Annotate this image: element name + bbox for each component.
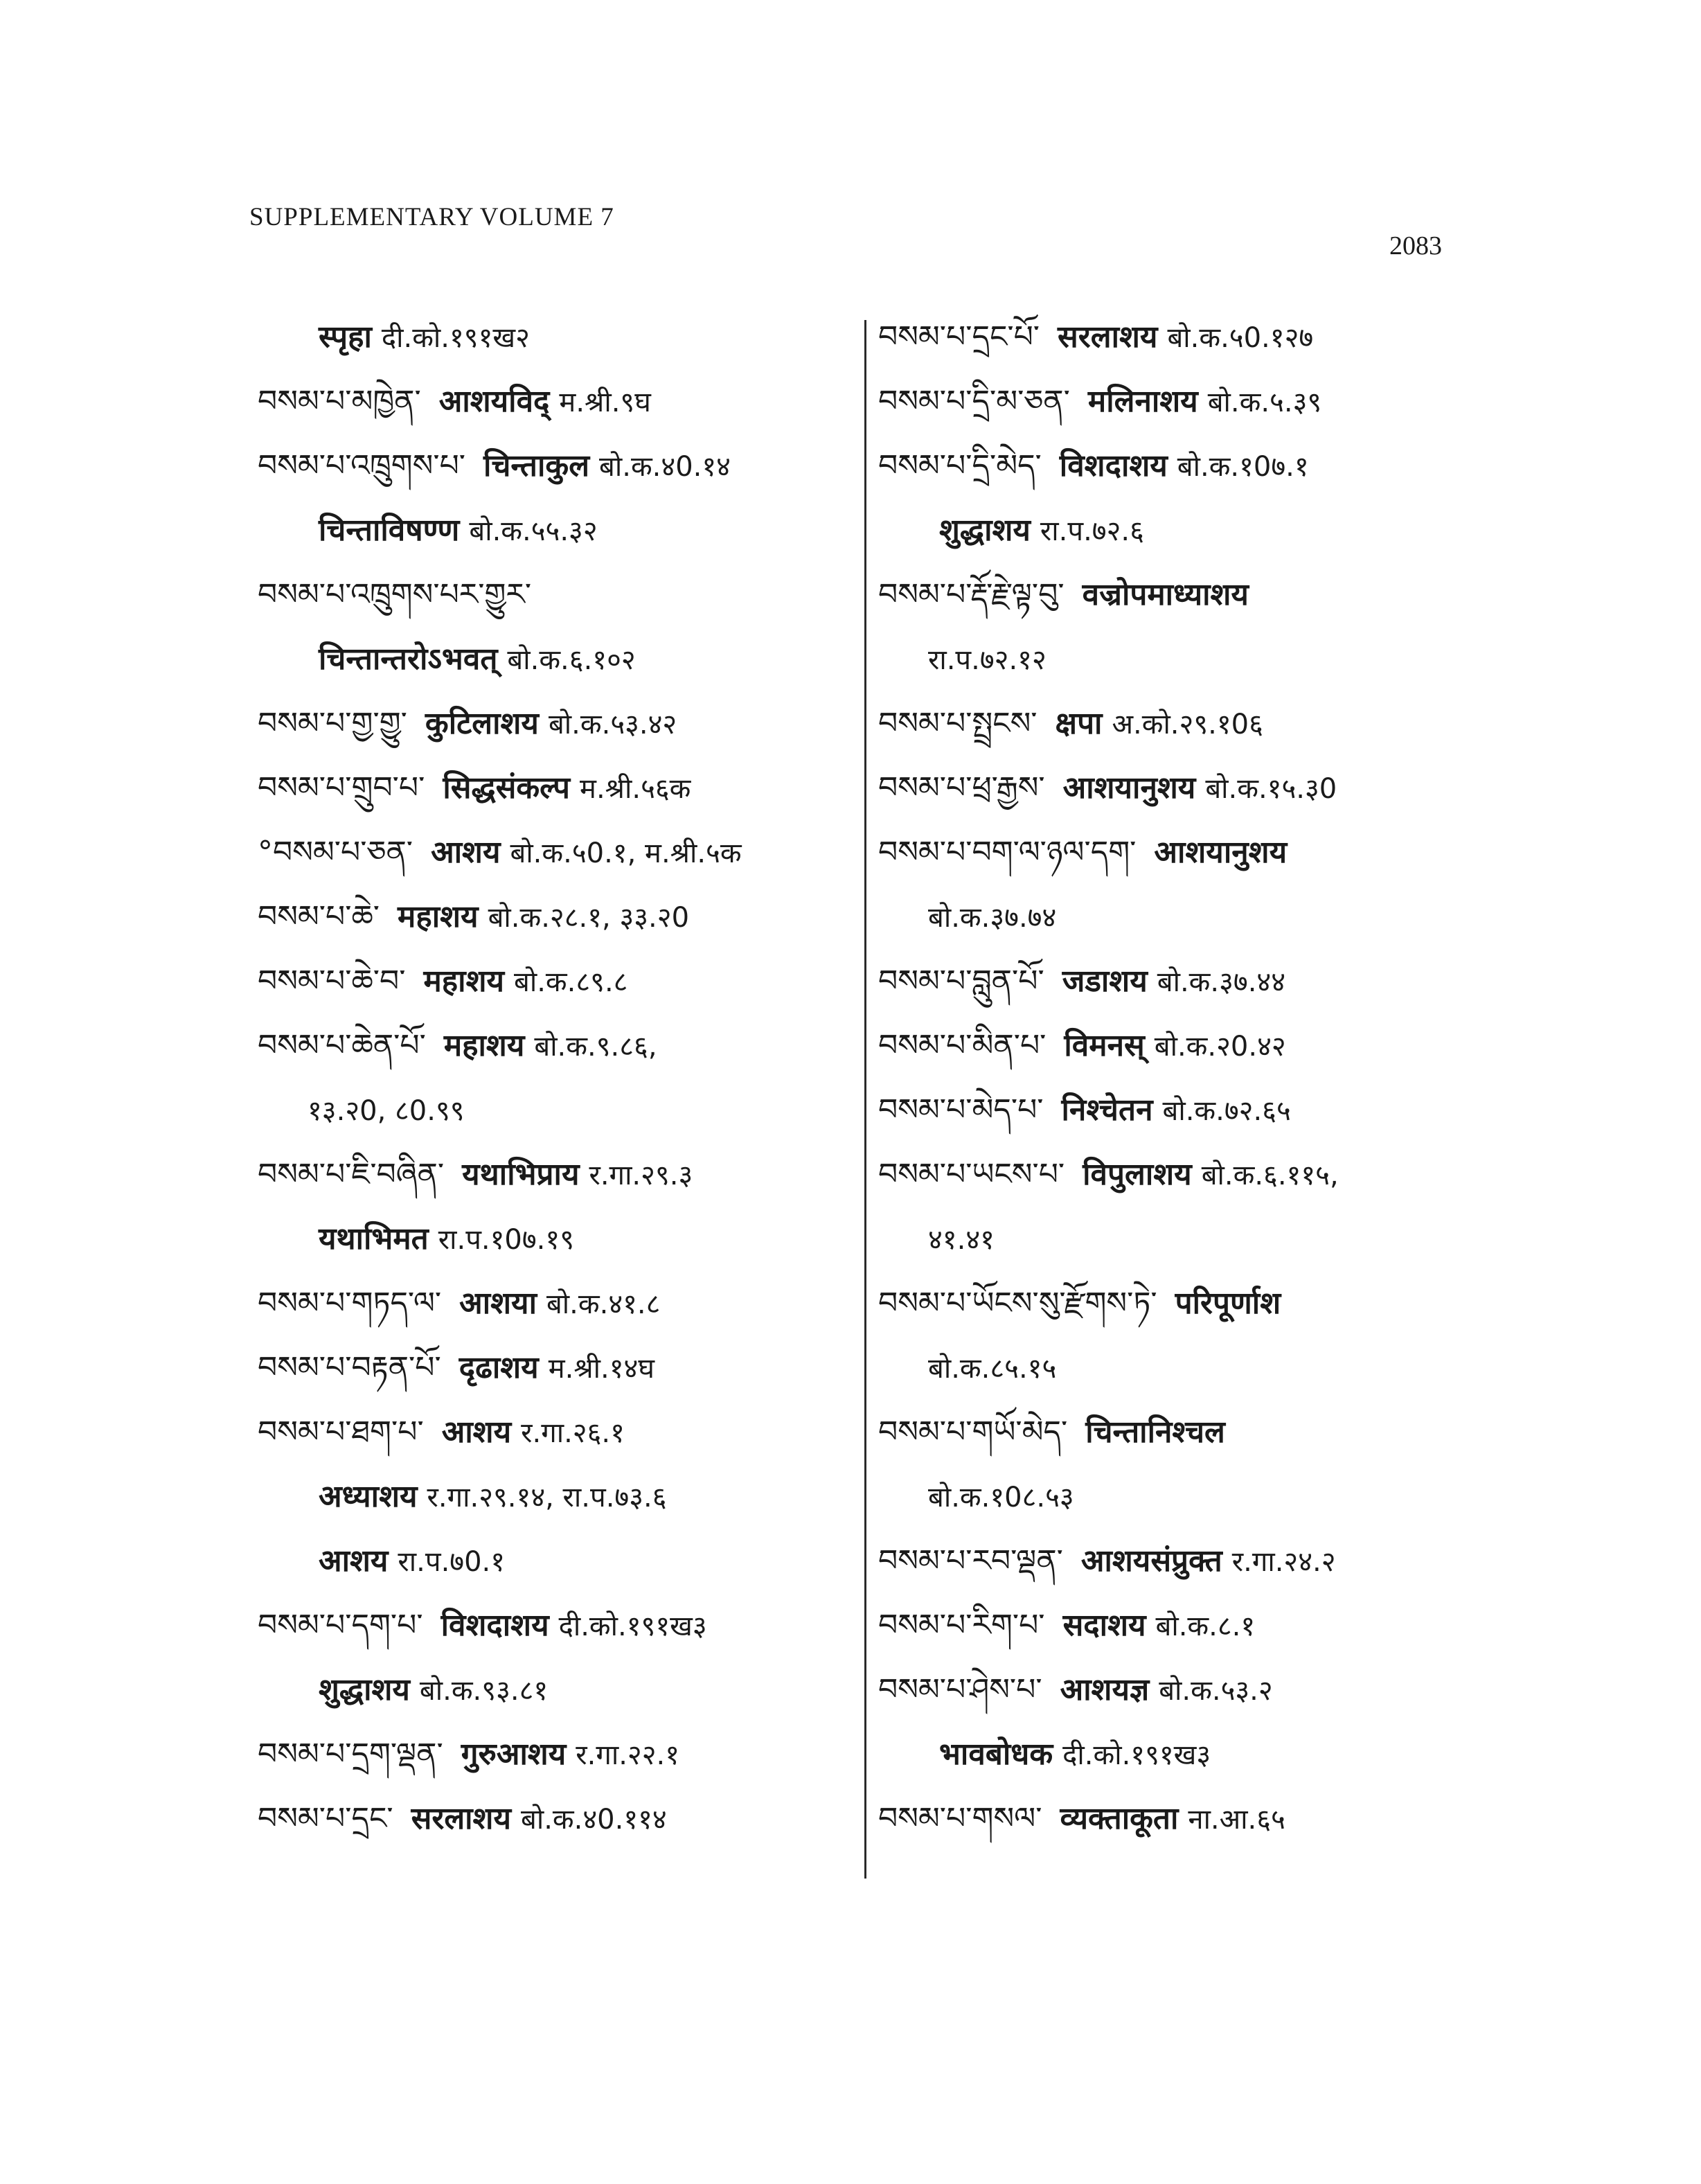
sanskrit-term: दृढाशय (458, 1350, 539, 1385)
dictionary-line (878, 1722, 1502, 1786)
tibetan-term: བསམ་པ་དྲང་ (258, 1801, 393, 1836)
sanskrit-term: व्यक्ताकूता (1060, 1801, 1179, 1836)
dictionary-line (878, 1464, 1502, 1529)
source-reference: बो.क.५0.१, म.श्री.५क (510, 837, 742, 869)
sanskrit-term: निश्चेतन (1061, 1092, 1153, 1128)
dictionary-line (878, 369, 1502, 434)
dictionary-line (878, 498, 1502, 562)
dictionary-line (878, 1658, 1502, 1722)
dictionary-line (258, 434, 853, 498)
dictionary-line (258, 691, 853, 756)
page-number: 2083 (1389, 231, 1442, 260)
tibetan-term: བསམ་པ་དྲང་པོ་ (878, 319, 1040, 355)
source-reference: बो.क.१५.३0 (1205, 773, 1337, 805)
sanskrit-term: विशदाशय (440, 1608, 549, 1643)
sanskrit-term: विपुलाशय (1083, 1157, 1192, 1192)
tibetan-term: བསམ་པ་སྤྲངས་ (878, 706, 1037, 741)
dictionary-line (258, 305, 853, 369)
tibetan-term: བསམ་པ་འཁྲུགས་པར་གྱུར་ (258, 577, 532, 612)
dictionary-line (258, 498, 853, 562)
source-reference: बो.क.६.११५, (1201, 1160, 1339, 1191)
source-reference: रा.प.१0७.१९ (438, 1224, 574, 1256)
dictionary-line (258, 1271, 853, 1335)
source-reference: बो.क.८९.८ (514, 966, 628, 998)
source-reference: बो.क.६.१०२ (507, 644, 636, 676)
source-reference: अ.को.२९.१0६ (1112, 709, 1263, 740)
sanskrit-term: चिन्तानिश्चल (1085, 1414, 1225, 1450)
tibetan-term: བསམ་པ་གྲུབ་པ་ (258, 770, 425, 806)
sanskrit-term: महाशय (398, 899, 479, 934)
tibetan-term: བསམ་པ་མེད་པ་ (878, 1092, 1044, 1128)
sanskrit-term: जडाशय (1062, 964, 1148, 999)
source-reference: बो.क.३७.७४ (928, 902, 1057, 934)
source-reference: रा.प.७२.६ (1040, 515, 1144, 547)
dictionary-line (878, 1142, 1502, 1207)
tibetan-term: བསམ་པ་དྲི་མེད་ (878, 448, 1042, 483)
sanskrit-term: वज्रोपमाध्याशय (1082, 577, 1249, 612)
sanskrit-term: आशयानुशय (1154, 835, 1288, 870)
tibetan-term: བསམ་པ་ཐག་པ་ (258, 1414, 424, 1450)
source-reference: बो.क.८५.१५ (928, 1353, 1057, 1385)
source-reference: र.गा.२४.२ (1231, 1546, 1336, 1578)
tibetan-term: བསམ་པ་ཕྲ་རྒྱས་ (878, 770, 1045, 806)
tibetan-term: བསམ་པ་བླུན་པོ་ (878, 964, 1044, 999)
tibetan-term: བསམ་པ་ཆེ་བ་ (258, 964, 406, 999)
dictionary-line (878, 1529, 1502, 1593)
sanskrit-term: विशदाशय (1059, 448, 1168, 483)
source-reference: १३.२0, ८0.९९ (308, 1095, 465, 1127)
tibetan-term: བསམ་པ་རིག་པ་ (878, 1608, 1045, 1643)
dictionary-line (258, 1207, 853, 1271)
dictionary-line (258, 562, 853, 627)
sanskrit-term: चिन्ताकुल (483, 448, 590, 483)
dictionary-line (878, 305, 1502, 369)
dictionary-line (258, 820, 853, 885)
sanskrit-term: यथाभिप्राय (462, 1157, 580, 1192)
sanskrit-term: आशय (431, 835, 501, 870)
dictionary-line (878, 885, 1502, 949)
dictionary-line (258, 369, 853, 434)
sanskrit-term: सिद्धसंकल्प (443, 770, 571, 806)
source-reference: बो.क.४0.१४ (599, 451, 731, 483)
dictionary-line (258, 1142, 853, 1207)
dictionary-line (258, 1335, 853, 1400)
sanskrit-term: चिन्तान्तरोऽभवत् (319, 641, 498, 677)
tibetan-term: བསམ་པ་ཡོངས་སུ་རྫོགས་ཏེ་ (878, 1286, 1157, 1321)
tibetan-term: བསམ་པ་བརྟན་པོ་ (258, 1350, 441, 1385)
dictionary-line (878, 627, 1502, 691)
dictionary-line (878, 1013, 1502, 1078)
sanskrit-term: आशया (459, 1286, 537, 1321)
running-header: SUPPLEMENTARY VOLUME 7 (249, 203, 614, 231)
dictionary-line (878, 1207, 1502, 1271)
dictionary-line (258, 756, 853, 820)
source-reference: ना.आ.६५ (1188, 1804, 1285, 1836)
dictionary-line (258, 1722, 853, 1786)
sanskrit-term: शुद्धाशय (939, 513, 1031, 548)
sanskrit-term: आशय (319, 1543, 389, 1579)
dictionary-line (878, 562, 1502, 627)
source-reference: दी.को.१९१ख२ (381, 322, 530, 354)
source-reference: बो.क.५३.४२ (548, 709, 677, 740)
sanskrit-term: आशयसंप्रुक्त (1080, 1543, 1222, 1579)
source-reference: बो.क.९.८६, (534, 1031, 657, 1063)
source-reference: बो.क.५.३९ (1207, 387, 1322, 418)
dictionary-line (258, 1013, 853, 1078)
dictionary-line (878, 1786, 1502, 1851)
sanskrit-term: विमनस् (1064, 1028, 1145, 1063)
sanskrit-term: अध्याशय (319, 1479, 418, 1514)
left-column (258, 305, 853, 1851)
sanskrit-term: स्पृहा (319, 319, 372, 355)
source-reference: म.श्री.५६क (580, 773, 691, 805)
sanskrit-term: आशयविद् (438, 384, 550, 419)
sanskrit-term: महाशय (443, 1028, 525, 1063)
source-reference: ४१.४१ (928, 1224, 995, 1256)
sanskrit-term: आशयानुशय (1062, 770, 1196, 806)
dictionary-line (258, 1400, 853, 1464)
dictionary-line (258, 1464, 853, 1529)
source-reference: बो.क.५३.२ (1159, 1675, 1273, 1707)
source-reference: दी.को.१९१ख३ (558, 1610, 707, 1642)
dictionary-line (258, 1786, 853, 1851)
source-reference: बो.क.१0७.१ (1177, 451, 1309, 483)
source-reference: रा.प.७0.१ (398, 1546, 506, 1578)
source-reference: बो.क.५५.३२ (469, 515, 598, 547)
sanskrit-term: यथाभिमत (319, 1221, 429, 1257)
dictionary-line (878, 1078, 1502, 1142)
dictionary-line (878, 820, 1502, 885)
dictionary-line (258, 1529, 853, 1593)
source-reference: बो.क.४१.८ (546, 1288, 661, 1320)
tibetan-term: བསམ་པ་ཡངས་པ་ (878, 1157, 1065, 1192)
source-reference: र.गा.२९.१४, रा.प.७३.६ (427, 1482, 667, 1513)
dictionary-line (878, 756, 1502, 820)
tibetan-term: བསམ་པ་དྲི་མ་ཅན་ (878, 384, 1070, 419)
source-reference: बो.क.१0८.५३ (928, 1482, 1074, 1513)
sanskrit-term: महाशय (423, 964, 505, 999)
tibetan-term: བསམ་པ་གསལ་ (878, 1801, 1042, 1836)
sanskrit-term: शुद्धाशय (319, 1672, 410, 1707)
tibetan-term: བསམ་པ་ཆེན་པོ་ (258, 1028, 426, 1063)
source-reference: म.श्री.९घ (559, 387, 651, 418)
tibetan-term: བསམ་པ་མཁྱེན་ (258, 384, 421, 419)
dictionary-line (878, 691, 1502, 756)
source-reference: र.गा.२९.३ (589, 1160, 693, 1191)
source-reference: बो.क.७२.६५ (1162, 1095, 1291, 1127)
tibetan-term: བསམ་པ་གཡོ་མེད་ (878, 1414, 1068, 1450)
source-reference: बो.क.३७.४४ (1157, 966, 1286, 998)
sanskrit-term: सदाशय (1062, 1608, 1146, 1643)
tibetan-term: བསམ་པ་ཇི་བཞིན་ (258, 1157, 445, 1192)
sanskrit-term: आशय (441, 1414, 512, 1450)
sanskrit-term: कुटिलाशय (425, 706, 539, 741)
dictionary-line (878, 1400, 1502, 1464)
dictionary-line (258, 949, 853, 1013)
tibetan-term: བསམ་པ་རབ་ལྡན་ (878, 1543, 1063, 1579)
tibetan-term: བསམ་པ་རྡོ་རྗེ་ལྟ་བུ་ (878, 577, 1065, 612)
dictionary-line (258, 885, 853, 949)
sanskrit-term: गुरुआशय (461, 1737, 567, 1772)
dictionary-line (878, 1335, 1502, 1400)
tibetan-term: བསམ་པ་ཤེས་པ་ (878, 1672, 1042, 1707)
tibetan-term: བསམ་པ་དག་པ་ (258, 1608, 423, 1643)
tibetan-term: བསམ་པ་ཆེ་ (258, 899, 380, 934)
sanskrit-term: मलिनाशय (1087, 384, 1198, 419)
dictionary-line (878, 1271, 1502, 1335)
column-divider (864, 320, 866, 1879)
source-reference: बो.क.४0.११४ (521, 1804, 667, 1836)
sanskrit-term: चिन्ताविषण्ण (319, 513, 460, 548)
right-column (878, 305, 1502, 1851)
tibetan-term: བསམ་པ་གཏད་ལ་ (258, 1286, 442, 1321)
sanskrit-term: परिपूर्णाश (1175, 1286, 1281, 1321)
dictionary-line (878, 949, 1502, 1013)
dictionary-line (878, 434, 1502, 498)
sanskrit-term: सरलाशय (1058, 319, 1158, 355)
source-reference: बो.क.५0.१२७ (1167, 322, 1314, 354)
sanskrit-term: आशयज्ञ (1060, 1672, 1150, 1707)
sanskrit-term: क्षपा (1055, 706, 1103, 741)
source-reference: बो.क.८.१ (1155, 1610, 1256, 1642)
source-reference: बो.क.९३.८१ (419, 1675, 549, 1707)
source-reference: बो.क.२0.४२ (1154, 1031, 1286, 1063)
dictionary-line (878, 1593, 1502, 1658)
dictionary-line (258, 1078, 853, 1142)
tibetan-term: བསམ་པ་དྲག་ལྡན་ (258, 1737, 443, 1772)
tibetan-term: བསམ་པ་བག་ལ་ཉལ་དག་ (878, 835, 1137, 870)
sanskrit-term: भावबोधक (939, 1737, 1053, 1772)
source-reference: र.गा.२६.१ (521, 1417, 625, 1449)
tibetan-term: °བསམ་པ་ཅན་ (258, 835, 413, 870)
source-reference: र.गा.२२.१ (576, 1739, 680, 1771)
dictionary-line (258, 1593, 853, 1658)
source-reference: म.श्री.१४घ (548, 1353, 654, 1385)
source-reference: रा.प.७२.१२ (928, 644, 1047, 676)
source-reference: बो.क.२८.१, ३३.२0 (488, 902, 690, 934)
sanskrit-term: सरलाशय (411, 1801, 512, 1836)
tibetan-term: བསམ་པ་མིན་པ་ (878, 1028, 1047, 1063)
dictionary-line (258, 1658, 853, 1722)
dictionary-line (258, 627, 853, 691)
tibetan-term: བསམ་པ་འཁྲུགས་པ་ (258, 448, 466, 483)
source-reference: दी.को.१९१ख३ (1062, 1739, 1211, 1771)
tibetan-term: བསམ་པ་གྱ་གྱུ་ (258, 706, 407, 741)
